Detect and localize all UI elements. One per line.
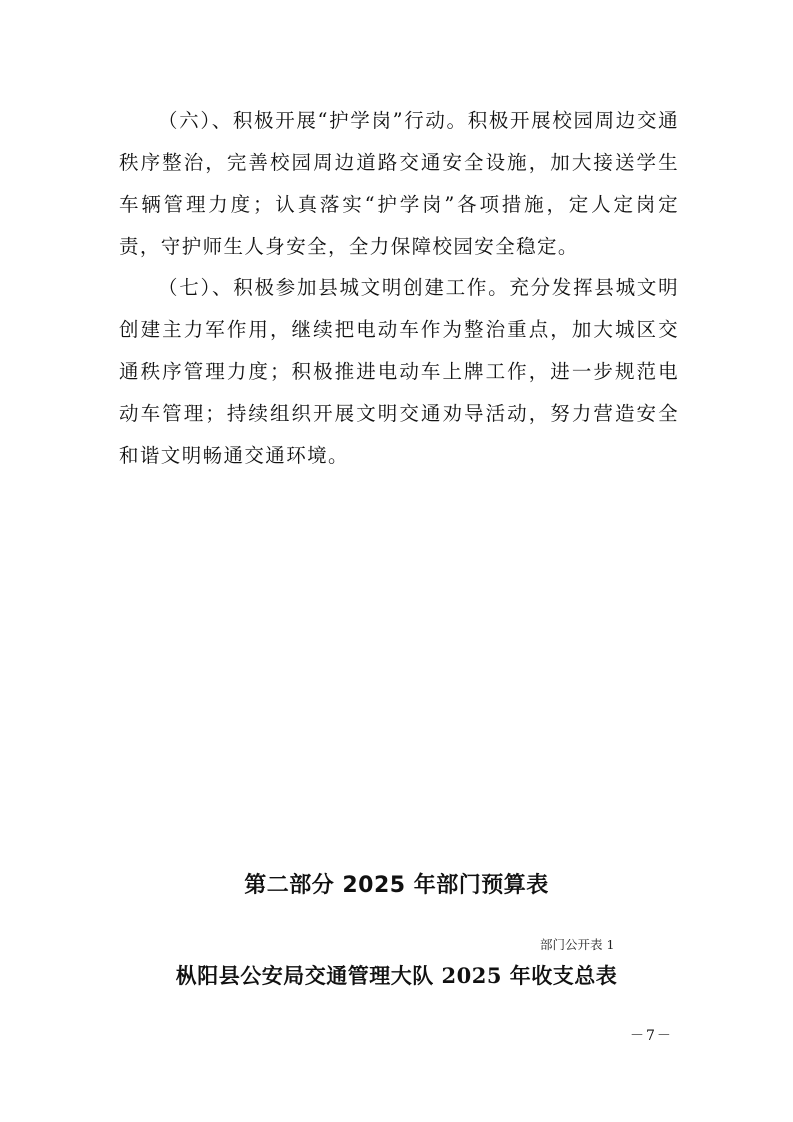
paragraph-six: （六）、积极开展“护学岗”行动。积极开展校园周边交通秩序整治，完善校园周边道路交通安全设施，加大接送学生车辆管理力度；认真落实“护学岗”各项措施，定人定岗定责，守护师生人身安全，全力保障校园安全稳定。 [119,109,679,258]
part-heading: 第二部分 2025 年部门预算表 [244,873,549,898]
table-number-label: 部门公开表 1 [540,937,615,952]
page-number: －7－ [630,1028,673,1044]
paragraph-seven: （七）、积极参加县城文明创建工作。充分发挥县城文明创建主力军作用，继续把电动车作为整治重点，加大城区交通秩序管理力度；积极推进电动车上牌工作，进一步规范电动车管理；持续组织开展文明交通劝导活动，努力营造安全和谐文明畅通交通环境。 [119,276,679,467]
table-title: 枞阳县公安局交通管理大队 2025 年收支总表 [175,963,618,988]
